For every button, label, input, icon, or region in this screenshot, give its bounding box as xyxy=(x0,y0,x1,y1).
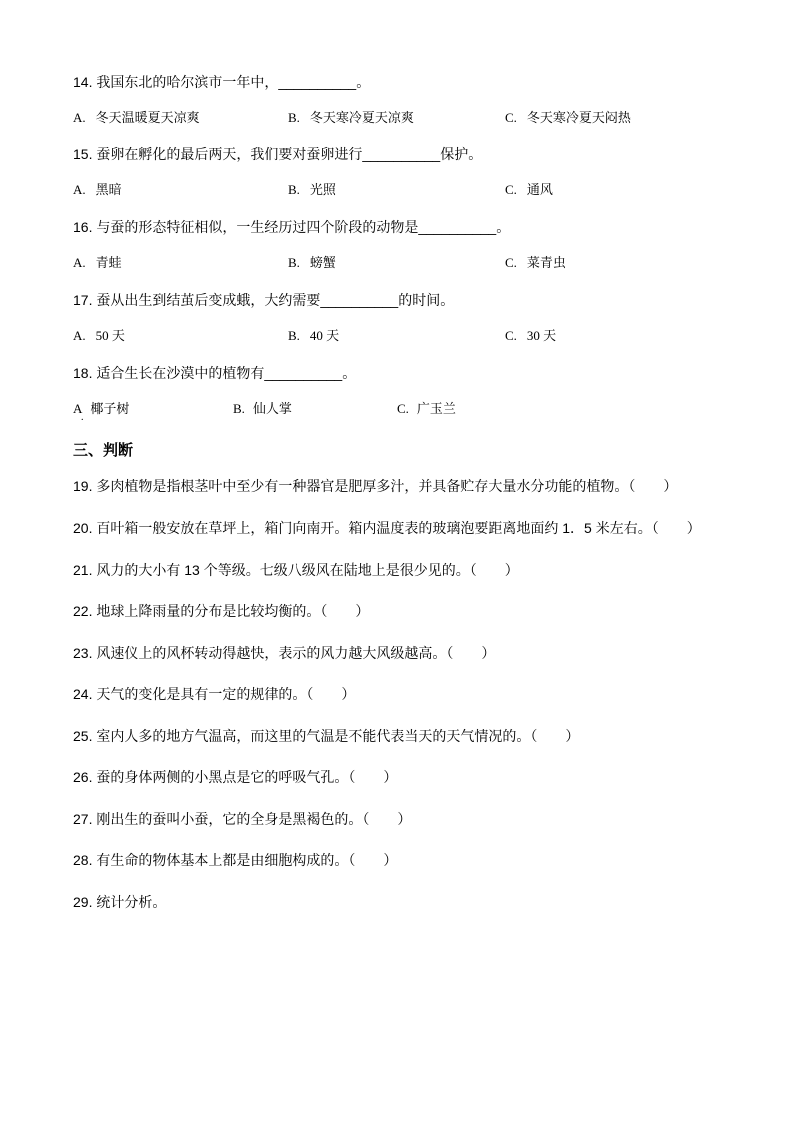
option-text: 螃蟹 xyxy=(309,255,336,270)
option-text: 冬天寒冷夏天凉爽 xyxy=(309,110,414,125)
stray-period-mark: . xyxy=(81,412,84,423)
question-17-option-a xyxy=(73,326,125,346)
judge-question-22: 22. 地球上降雨量的分布是比较均衡的。（ ） xyxy=(73,603,370,619)
question-15-option-a xyxy=(73,180,122,200)
judge-question-26: 26. 蚕的身体两侧的小黑点是它的呼吸气孔。（ ） xyxy=(73,769,398,785)
judge-question-23: 23. 风速仪上的风杯转动得越快，表示的风力越大风级越高。（ ） xyxy=(73,645,496,661)
question-15-option-c xyxy=(505,180,553,200)
option-text: 椰子树 xyxy=(90,401,130,416)
question-18-option-c xyxy=(397,399,456,419)
option-label: C. xyxy=(505,110,517,125)
option-label: B. xyxy=(288,255,300,270)
option-text: 广玉兰 xyxy=(416,401,456,416)
option-text: 冬天寒冷夏天闷热 xyxy=(526,110,631,125)
option-text: 冬天温暖夏天凉爽 xyxy=(95,110,200,125)
option-label: C. xyxy=(397,401,409,416)
option-label: C. xyxy=(505,182,517,197)
judge-question-19: 19. 多肉植物是指根茎叶中至少有一种器官是肥厚多汁，并具备贮存大量水分功能的植物。（ ） xyxy=(73,478,678,494)
question-16-option-b xyxy=(288,253,336,273)
judge-question-24: 24. 天气的变化是具有一定的规律的。（ ） xyxy=(73,686,356,702)
option-text: 50 天 xyxy=(95,328,125,343)
option-text: 青蛙 xyxy=(95,255,122,270)
question-15-option-b xyxy=(288,180,336,200)
question-16-stem: 16. 与蚕的形态特征相似，一生经历过四个阶段的动物是__________。 xyxy=(73,219,511,235)
option-text: 黑暗 xyxy=(95,182,122,197)
judge-question-25: 25. 室内人多的地方气温高，而这里的气温是不能代表当天的天气情况的。（ ） xyxy=(73,728,580,744)
option-text: 仙人掌 xyxy=(252,401,292,416)
question-29-statistics: 29. 统计分析。 xyxy=(73,894,167,910)
question-14-stem: 14. 我国东北的哈尔滨市一年中，__________。 xyxy=(73,74,371,90)
option-label: A. xyxy=(73,182,86,197)
judge-question-27: 27. 刚出生的蚕叫小蚕，它的全身是黑褐色的。（ ） xyxy=(73,811,412,827)
option-label: A. xyxy=(73,110,86,125)
judge-question-20: 20. 百叶箱一般安放在草坪上，箱门向南开。箱内温度表的玻璃泡要距离地面约 1．5 米左右。（ ） xyxy=(73,520,701,536)
question-14-option-c xyxy=(505,108,631,128)
question-17-option-c xyxy=(505,326,556,346)
option-label: B. xyxy=(288,182,300,197)
option-label: B. xyxy=(288,328,300,343)
question-17-stem: 17. 蚕从出生到结茧后变成蛾，大约需要__________的时间。 xyxy=(73,292,455,308)
option-text: 菜青虫 xyxy=(526,255,566,270)
option-label: C. xyxy=(505,255,517,270)
option-text: 30 天 xyxy=(526,328,557,343)
option-text: 光照 xyxy=(309,182,336,197)
option-label: A. xyxy=(73,255,86,270)
judge-question-21: 21. 风力的大小有 13 个等级。七级八级风在陆地上是很少见的。（ ） xyxy=(73,562,519,578)
option-text: 通风 xyxy=(526,182,553,197)
option-label: C. xyxy=(505,328,517,343)
option-text: 40 天 xyxy=(309,328,340,343)
question-16-option-a xyxy=(73,253,122,273)
question-17-option-b xyxy=(288,326,339,346)
option-label: B. xyxy=(288,110,300,125)
question-18-stem: 18. 适合生长在沙漠中的植物有__________。 xyxy=(73,365,357,381)
question-14-option-a xyxy=(73,108,200,128)
question-16-option-c xyxy=(505,253,566,273)
question-18-option-b xyxy=(233,399,292,419)
question-15-stem: 15. 蚕卵在孵化的最后两天，我们要对蚕卵进行__________保护。 xyxy=(73,146,483,162)
question-14-option-b xyxy=(288,108,414,128)
option-label: A. xyxy=(73,328,86,343)
section-title-judgement: 三、判断 xyxy=(73,442,134,459)
option-label: A xyxy=(73,401,83,416)
option-label: B. xyxy=(233,401,245,416)
judge-question-28: 28. 有生命的物体基本上都是由细胞构成的。（ ） xyxy=(73,852,398,868)
